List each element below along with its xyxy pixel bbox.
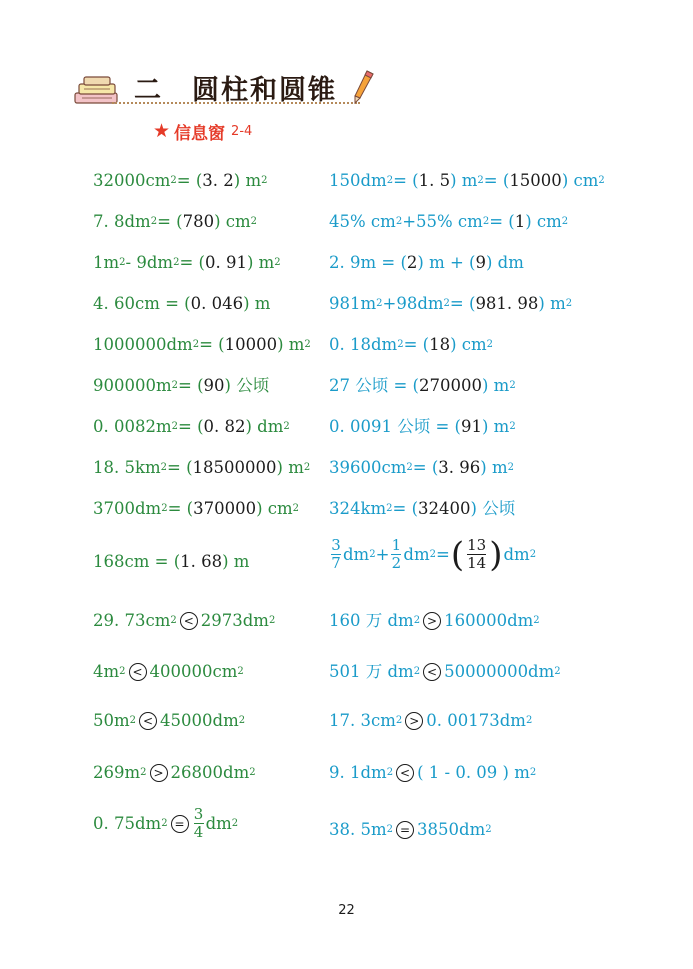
equation-text: 1 (391, 536, 402, 554)
answer: 0. 91 (204, 253, 247, 272)
equation-text: 150dm (329, 171, 387, 190)
equation-text: 27 公顷 = ( (329, 376, 419, 395)
equation-text: = ( (176, 171, 203, 190)
equation-text: 400000cm (149, 662, 238, 681)
equation-text: 501 万 dm (329, 662, 414, 681)
equation-text: 160 万 dm (329, 611, 414, 630)
exercise-right: 160 万 dm 2 > 160000dm 2 (329, 611, 540, 630)
answer: 270000 (419, 376, 482, 395)
chapter-header (72, 66, 382, 110)
equation-text: = ( (403, 335, 430, 354)
greater-than-circle: > (150, 764, 168, 782)
equation-text: dm (403, 544, 430, 564)
equation-text: dm (205, 813, 232, 833)
equation-text: 18. 5km (93, 458, 161, 477)
equation-text: = ( (393, 171, 419, 190)
less-than-circle: < (396, 764, 414, 782)
exercise-left (93, 552, 249, 572)
exercise-left (93, 294, 270, 314)
equation-text: 38. 5m (329, 820, 387, 839)
exercise-right: 981m 2 +98dm 2 = ( 981. 98 ) m 2 (329, 294, 573, 313)
equation-text: + (375, 544, 390, 564)
answer: 9 (475, 253, 486, 272)
equation-text: 1m (93, 253, 120, 272)
equation-text: = ( (178, 417, 204, 436)
answer: 1. 5 (418, 171, 451, 190)
exercise-left: 1000000dm 2 = ( 10000 ) m 2 (93, 335, 311, 354)
exercise-right: 17. 3cm 2 > 0. 00173dm 2 (329, 711, 533, 730)
equation-text: ) m + ( (417, 253, 476, 272)
equation-text: ) 公顷 (470, 499, 516, 518)
equation-text: = ( (483, 171, 510, 190)
page-number: 22 (338, 903, 355, 918)
equation-text: +55% cm (402, 212, 483, 231)
answer: 90 (203, 376, 225, 395)
exercise-left-fraction: 0. 75dm 2 = $\frac{3}{4}$ dm 2 (93, 805, 239, 842)
fraction (331, 537, 341, 572)
answer-fraction (467, 537, 486, 572)
exercise-right: 27 公顷 = ( 270000 ) m 2 (329, 376, 516, 395)
equation-text: 3850dm (417, 820, 486, 839)
answer: 10000 (224, 335, 278, 354)
equation-text: = (436, 544, 450, 564)
exercise-left: 269m 2 > 26800dm 2 (93, 763, 256, 782)
equation-text: 0. 0091 公顷 = ( (329, 417, 461, 436)
equation-text: 2 (391, 554, 402, 573)
equation-text: ) m (481, 417, 510, 436)
equation-text: ) cm (525, 212, 562, 231)
exercise-left: 7. 8dm 2 = ( 780 ) cm 2 (93, 212, 258, 231)
answer: 32400 (418, 499, 471, 518)
less-than-circle: < (180, 612, 198, 630)
answer: 780 (182, 212, 215, 231)
less-than-circle: < (129, 663, 147, 681)
fraction (194, 806, 204, 841)
equation-text: ( 1 - 0. 09 ) m (417, 763, 530, 782)
exercise-right: 150dm 2 = ( 1. 5 ) m 2 = ( 15000 ) cm 2 (329, 171, 605, 190)
equation-text: = ( (179, 253, 205, 272)
answer: 15000 (509, 171, 562, 190)
equation-text: ) m (243, 294, 271, 313)
answer: 18 (429, 335, 451, 354)
pencil-icon (352, 70, 374, 104)
equation-text: ) dm (245, 417, 284, 436)
title-underline (112, 102, 360, 104)
answer: 1. 68 (180, 552, 223, 571)
exercise-left: 900000m 2 = ( 90 ) 公顷 (93, 376, 270, 395)
exercise-right: 324km 2 = ( 32400 ) 公顷 (329, 499, 516, 518)
equation-text: ) m (276, 458, 304, 477)
greater-than-circle: > (405, 712, 423, 730)
equation-text: = ( (449, 294, 476, 313)
equation-text: 0. 18dm (329, 335, 398, 354)
left-parenthesis: ( (450, 534, 465, 575)
equation-text: dm (343, 544, 370, 564)
exercise-left: 0. 0082m 2 = ( 0. 82 ) dm 2 (93, 417, 290, 436)
equation-text: 324km (329, 499, 387, 518)
equation-text: = ( (412, 458, 439, 477)
exercise-left: 18. 5km 2 = ( 18500000 ) m 2 (93, 458, 311, 477)
equation-text: 45% cm (329, 212, 396, 231)
equation-text: ) dm (485, 253, 524, 272)
answer: 91 (460, 417, 482, 436)
equation-text: = ( (167, 458, 193, 477)
answer: 1 (514, 212, 526, 231)
equation-text: 39600cm (329, 458, 407, 477)
exercise-left: 3700dm 2 = ( 370000 ) cm 2 (93, 499, 300, 518)
exercise-right: 39600cm 2 = ( 3. 96 ) m 2 (329, 458, 514, 477)
equation-text: = ( (392, 499, 419, 518)
exercise-left: 1m 2 - 9dm 2 = ( 0. 91 ) m 2 (93, 253, 281, 272)
exercise-right: 0. 0091 公顷 = ( 91 ) m 2 (329, 417, 516, 436)
equals-circle: = (171, 815, 189, 833)
equation-text: ) m (222, 552, 250, 571)
equation-text: 14 (467, 554, 487, 573)
answer: 2 (406, 253, 418, 272)
equation-text: 29. 73cm (93, 611, 171, 630)
equation-text: 0. 0082m (93, 417, 172, 436)
equation-text: 1000000dm (93, 335, 193, 354)
equation-text: 2973dm (200, 611, 269, 630)
equation-text: = ( (157, 212, 183, 231)
greater-than-circle: > (423, 612, 441, 630)
equation-text: ) cm (561, 171, 599, 190)
equation-text: 45000dm (160, 711, 239, 730)
exercise-left: 50m 2 < 45000dm 2 (93, 711, 246, 730)
equation-text: = ( (178, 376, 204, 395)
info-window-label: 信息窗 (174, 123, 226, 144)
less-than-circle: < (139, 712, 157, 730)
equation-text: 4 (193, 823, 204, 842)
less-than-circle: < (423, 663, 441, 681)
equals-circle: = (396, 821, 414, 839)
answer: 981. 98 (475, 294, 539, 313)
chapter-title: 二 圆柱和圆锥 (134, 75, 337, 106)
equation-text: 2. 9m = ( (329, 253, 407, 272)
answer: 370000 (193, 499, 257, 518)
equation-text: 50m (93, 711, 130, 730)
exercise-left: 32000cm 2 = ( 3. 2 ) m 2 (93, 171, 268, 190)
equation-text: 269m (93, 763, 141, 782)
equation-text: 981m (329, 294, 377, 313)
equation-text: ) 公顷 (224, 376, 270, 395)
equation-text: 160000dm (444, 611, 534, 630)
answer: 0. 046 (190, 294, 244, 313)
equation-text: ) m (277, 335, 305, 354)
equation-text: 7. 8dm (93, 212, 151, 231)
exercise-right (329, 253, 524, 273)
info-window-code: 2-4 (231, 123, 253, 139)
equation-text: ) m (538, 294, 566, 313)
equation-text: ) cm (256, 499, 293, 518)
equation-text: 900000m (93, 376, 172, 395)
answer: 18500000 (192, 458, 277, 477)
equation-text: = ( (489, 212, 515, 231)
equation-text: = ( (167, 499, 194, 518)
equation-text: 17. 3cm (329, 711, 396, 730)
equation-text: ) m (480, 458, 508, 477)
equation-text: ) cm (214, 212, 251, 231)
equation-text: 7 (331, 554, 341, 573)
equation-text: 4. 60cm = ( (93, 294, 191, 313)
exercise-right: 9. 1dm 2 < ( 1 - 0. 09 ) m 2 (329, 763, 537, 782)
exercise-right-fraction: $\frac{3}{7}$ dm 2 + $\frac{1}{2}$ dm 2 = ( $\frac{13}{14}$ ) dm 2 (331, 534, 537, 575)
equation-text: 9. 1dm (329, 763, 387, 782)
equation-text: ) m (246, 253, 275, 272)
equation-text: 0. 75dm (93, 813, 162, 833)
equation-text: ) m (233, 171, 262, 190)
equation-text: 13 (467, 536, 487, 554)
equation-text: 3 (193, 805, 204, 823)
right-parenthesis: ) (489, 534, 503, 575)
info-window-heading (153, 120, 252, 142)
equation-text: 50000000dm (444, 662, 555, 681)
exercise-right: 501 万 dm 2 < 50000000dm 2 (329, 662, 561, 681)
fraction (391, 537, 401, 572)
answer: 3. 2 (202, 171, 234, 190)
exercise-left: 29. 73cm 2 < 2973dm 2 (93, 611, 276, 630)
equation-text: ) m (482, 376, 510, 395)
answer: 3. 96 (438, 458, 481, 477)
exercise-right: 38. 5m 2 = 3850dm 2 (329, 820, 492, 839)
equation-text: 4m (93, 662, 120, 681)
equation-text: = ( (199, 335, 225, 354)
equation-text: +98dm (382, 294, 444, 313)
exercise-left: 4m 2 < 400000cm 2 (93, 662, 244, 681)
equation-text: 0. 00173dm (426, 711, 526, 730)
equation-text: - 9dm (125, 253, 174, 272)
equation-text: 168cm = ( (93, 552, 181, 571)
equation-text: 3700dm (93, 499, 162, 518)
exercise-right: 0. 18dm 2 = ( 18 ) cm 2 (329, 335, 494, 354)
exercise-right: 45% cm 2 +55% cm 2 = ( 1 ) cm 2 (329, 212, 569, 231)
equation-text: ) m (450, 171, 478, 190)
answer: 0. 82 (203, 417, 246, 436)
equation-text: ) cm (450, 335, 487, 354)
star-icon: ★ (153, 119, 171, 142)
equation-text: 3 (331, 536, 341, 554)
equation-text: 32000cm (93, 171, 171, 190)
equation-text: 26800dm (170, 763, 250, 782)
equation-text: dm (503, 544, 530, 564)
